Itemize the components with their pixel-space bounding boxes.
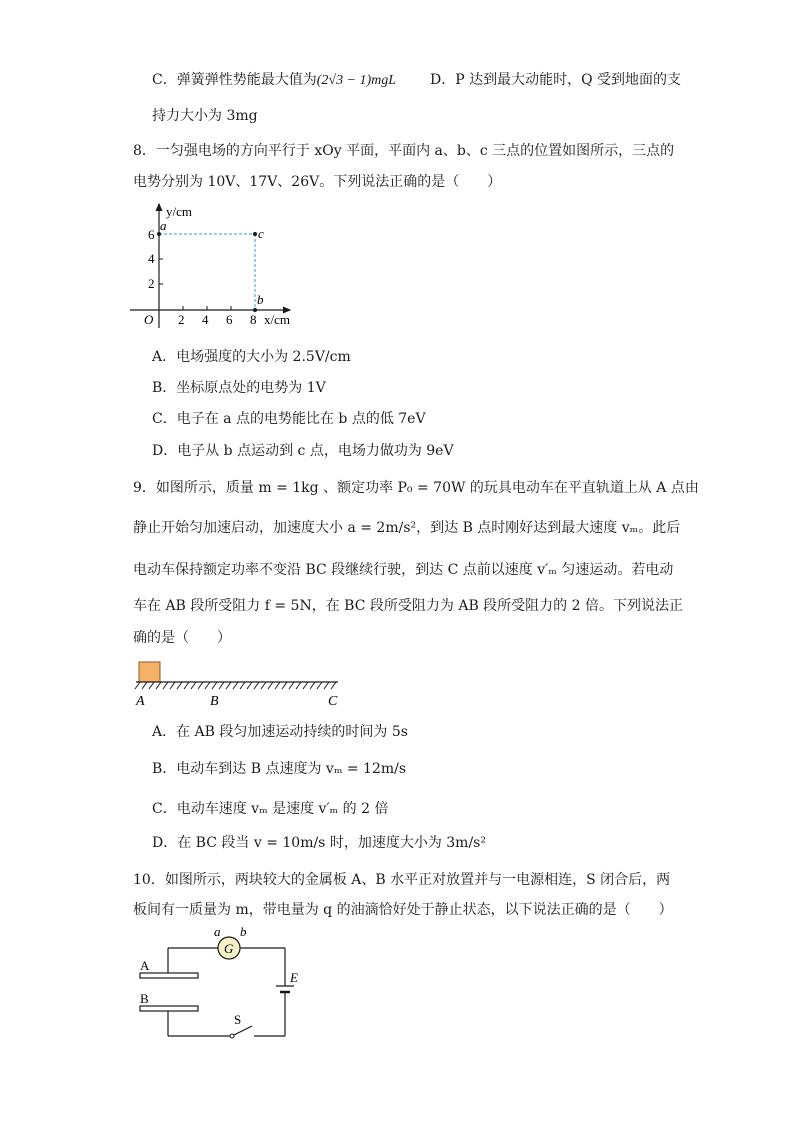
plate-B — [140, 1006, 198, 1011]
plate-A — [140, 973, 198, 978]
q9-stem-line5: 确的是（ ） — [133, 630, 231, 646]
q8-option-c: C．电子在 a 点的电势能比在 b 点的低 7eV — [152, 411, 426, 427]
x-tick-2: 2 — [178, 312, 185, 327]
q9-stem-line4: 车在 AB 段所受阻力 f = 5N，在 BC 段所受阻力为 AB 段所受阻力的 2 倍。下列说法正 — [133, 598, 683, 614]
q9-stem-line1: 9．如图所示，质量 m = 1kg 、额定功率 P₀ = 70W 的玩具电动车在平直轨道上从 A 点由 — [133, 480, 699, 496]
x-tick-4: 4 — [202, 312, 209, 327]
label-E: E — [290, 970, 298, 985]
q9-track-figure — [130, 658, 345, 710]
y-tick-4: 4 — [148, 251, 155, 266]
q9-option-c: C．电动车速度 vₘ 是速度 v′ₘ 的 2 倍 — [152, 801, 389, 817]
label-G: G — [224, 941, 234, 956]
q9-stem-line2: 静止开始匀加速启动，加速度大小 a = 2m/s²，到达 B 点时刚好达到最大速度 vₘ。此后 — [133, 520, 681, 536]
q7-option-d: D．P 达到最大动能时，Q 受到地面的支 — [430, 72, 682, 88]
q8-coordinate-figure — [130, 198, 310, 333]
label-A: A — [136, 694, 145, 709]
switch-blade — [234, 1026, 252, 1035]
label-S: S — [234, 1012, 242, 1027]
label-c: c — [258, 226, 264, 241]
y-axis-label: y/cm — [166, 204, 192, 219]
label-b: b — [240, 926, 247, 939]
y-tick-6: 6 — [148, 227, 155, 242]
q9-option-d: D．在 BC 段当 v = 10m/s 时，加速度大小为 3m/s² — [152, 835, 486, 851]
track-hatching — [135, 682, 336, 689]
q8-stem-line1: 8．一匀强电场的方向平行于 xOy 平面，平面内 a、b、c 三点的位置如图所示，三点的 — [133, 143, 675, 159]
x-axis-label: x/cm — [264, 312, 290, 327]
point-c — [253, 232, 257, 236]
q7-option-d-cont: 持力大小为 3mg — [152, 108, 258, 124]
q8-option-a: A．电场强度的大小为 2.5V/cm — [152, 349, 351, 365]
switch-contact — [230, 1034, 234, 1038]
label-A: A — [140, 958, 150, 973]
q8-option-d: D．电子从 b 点运动到 c 点，电场力做功为 9eV — [152, 443, 454, 459]
label-b: b — [257, 292, 264, 307]
y-tick-2: 2 — [148, 276, 155, 291]
label-a: a — [160, 218, 167, 233]
q10-stem-line2: 板间有一质量为 m，带电量为 q 的油滴恰好处于静止状态，以下说法正确的是（ ） — [133, 902, 673, 918]
q8-stem-line2: 电势分别为 10V、17V、26V。下列说法正确的是（ ） — [133, 174, 502, 190]
x-tick-6: 6 — [226, 312, 233, 327]
x-tick-8: 8 — [250, 312, 257, 327]
label-B: B — [140, 991, 149, 1006]
q8-option-b: B．坐标原点处的电势为 1V — [152, 380, 326, 396]
q9-option-b: B．电动车到达 B 点速度为 vₘ = 12m/s — [152, 761, 407, 777]
label-C: C — [328, 694, 338, 709]
origin-label: O — [144, 312, 154, 327]
q9-option-a: A．在 AB 段匀加速运动持续的时间为 5s — [152, 724, 408, 740]
q10-circuit-figure — [130, 926, 320, 1042]
toy-car-block — [139, 662, 160, 682]
q7-option-c: C．弹簧弹性势能最大值为(2√3 − 1)mgL — [152, 72, 397, 88]
label-a: a — [214, 926, 221, 939]
q9-stem-line3: 电动车保持额定功率不变沿 BC 段继续行驶，到达 C 点前以速度 v′ₘ 匀速运动。若电动 — [133, 562, 674, 578]
q10-stem-line1: 10．如图所示，两块较大的金属板 A、B 水平正对放置并与一电源相连，S 闭合后，两 — [133, 872, 671, 888]
label-B: B — [210, 694, 219, 709]
